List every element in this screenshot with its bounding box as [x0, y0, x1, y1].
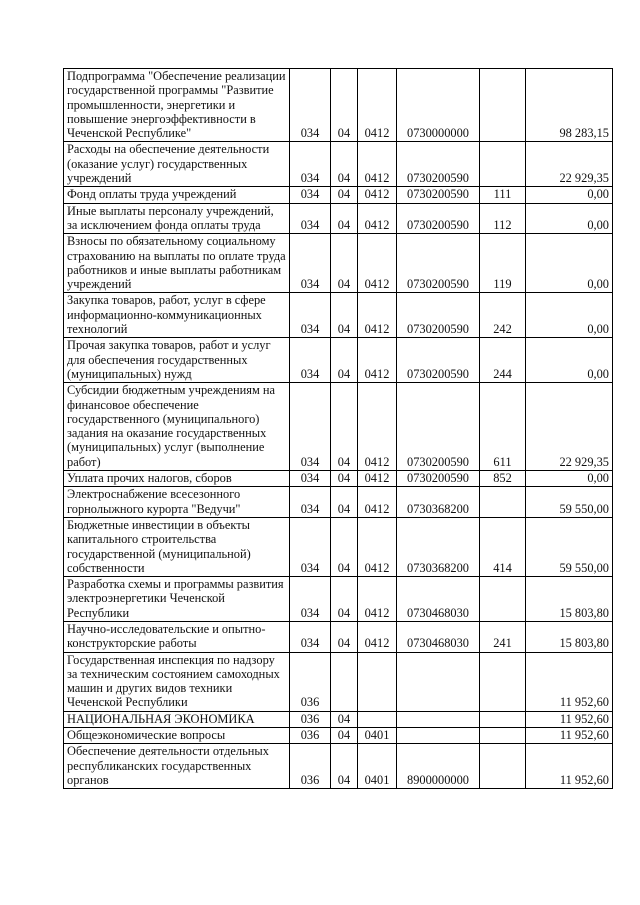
row-admin-code-cell: 034 [290, 234, 331, 293]
row-name-cell: Взносы по обязательному социальному страхованию на выплаты по оплате труда работников и иные выплаты работникам учреждений [64, 234, 290, 293]
row-name-cell: Научно-исследовательские и опытно-конструкторские работы [64, 621, 290, 652]
row-admin-code-cell: 034 [290, 69, 331, 142]
row-admin-code-cell: 034 [290, 203, 331, 234]
row-name-cell: Фонд оплаты труда учреждений [64, 187, 290, 203]
row-subsection-cell: 0412 [358, 234, 397, 293]
row-name-cell: Иные выплаты персоналу учреждений, за исключением фонда оплаты труда [64, 203, 290, 234]
budget-table [63, 68, 613, 789]
row-admin-code-cell: 034 [290, 293, 331, 338]
row-amount-cell: 0,00 [526, 471, 613, 487]
row-admin-code-cell: 034 [290, 577, 331, 622]
row-section-cell: 04 [331, 621, 358, 652]
row-target-article-cell: 0730200590 [397, 338, 480, 383]
row-amount-cell: 22 929,35 [526, 142, 613, 187]
row-amount-cell: 11 952,60 [526, 744, 613, 789]
row-expense-type-cell: 119 [480, 234, 526, 293]
row-target-article-cell: 0730200590 [397, 293, 480, 338]
row-section-cell: 04 [331, 142, 358, 187]
table-row [64, 293, 613, 338]
row-expense-type-cell: 242 [480, 293, 526, 338]
row-target-article-cell [397, 711, 480, 727]
row-expense-type-cell [480, 711, 526, 727]
table-row [64, 142, 613, 187]
row-section-cell: 04 [331, 471, 358, 487]
row-subsection-cell: 0412 [358, 203, 397, 234]
row-target-article-cell [397, 728, 480, 744]
row-expense-type-cell [480, 652, 526, 711]
row-amount-cell: 11 952,60 [526, 711, 613, 727]
row-expense-type-cell: 852 [480, 471, 526, 487]
row-admin-code-cell: 034 [290, 187, 331, 203]
row-name-cell: Обеспечение деятельности отдельных республиканских государственных органов [64, 744, 290, 789]
table-row [64, 517, 613, 576]
row-expense-type-cell [480, 728, 526, 744]
row-section-cell: 04 [331, 338, 358, 383]
row-expense-type-cell [480, 487, 526, 518]
table-row [64, 487, 613, 518]
row-section-cell: 04 [331, 728, 358, 744]
table-row [64, 383, 613, 471]
row-subsection-cell [358, 652, 397, 711]
row-subsection-cell: 0412 [358, 293, 397, 338]
table-row [64, 711, 613, 727]
row-expense-type-cell [480, 69, 526, 142]
row-subsection-cell: 0412 [358, 471, 397, 487]
row-name-cell: Подпрограмма "Обеспечение реализации государственной программы "Развитие промышленности, энергетики и повышение энергоэффективности в Чеченской Республике" [64, 69, 290, 142]
row-subsection-cell [358, 711, 397, 727]
row-amount-cell: 98 283,15 [526, 69, 613, 142]
row-admin-code-cell: 036 [290, 711, 331, 727]
row-name-cell: Электроснабжение всесезонного горнолыжного курорта "Ведучи" [64, 487, 290, 518]
row-target-article-cell: 0730200590 [397, 471, 480, 487]
row-admin-code-cell: 034 [290, 338, 331, 383]
row-expense-type-cell: 111 [480, 187, 526, 203]
row-amount-cell: 0,00 [526, 203, 613, 234]
row-expense-type-cell [480, 577, 526, 622]
row-subsection-cell: 0412 [358, 577, 397, 622]
row-target-article-cell: 0730200590 [397, 234, 480, 293]
row-amount-cell: 0,00 [526, 187, 613, 203]
table-row [64, 234, 613, 293]
row-admin-code-cell: 034 [290, 383, 331, 471]
row-admin-code-cell: 036 [290, 652, 331, 711]
row-name-cell: Субсидии бюджетным учреждениям на финансовое обеспечение государственного (муниципального) задания на оказание государственных (муниципальных) услуг (выполнение работ) [64, 383, 290, 471]
row-amount-cell: 11 952,60 [526, 652, 613, 711]
row-name-cell: Уплата прочих налогов, сборов [64, 471, 290, 487]
row-section-cell: 04 [331, 744, 358, 789]
row-name-cell: НАЦИОНАЛЬНАЯ ЭКОНОМИКА [64, 711, 290, 727]
table-row [64, 652, 613, 711]
row-amount-cell: 22 929,35 [526, 383, 613, 471]
row-target-article-cell: 0730200590 [397, 142, 480, 187]
row-section-cell: 04 [331, 517, 358, 576]
row-name-cell: Разработка схемы и программы развития электроэнергетики Чеченской Республики [64, 577, 290, 622]
row-subsection-cell: 0412 [358, 142, 397, 187]
table-row [64, 187, 613, 203]
row-subsection-cell: 0401 [358, 728, 397, 744]
row-amount-cell: 59 550,00 [526, 487, 613, 518]
row-amount-cell: 0,00 [526, 338, 613, 383]
table-row [64, 744, 613, 789]
row-name-cell: Бюджетные инвестиции в объекты капитального строительства государственной (муниципальной) собственности [64, 517, 290, 576]
row-admin-code-cell: 036 [290, 728, 331, 744]
row-amount-cell: 59 550,00 [526, 517, 613, 576]
row-subsection-cell: 0412 [358, 69, 397, 142]
row-target-article-cell: 0730200590 [397, 383, 480, 471]
row-expense-type-cell: 414 [480, 517, 526, 576]
row-subsection-cell: 0412 [358, 517, 397, 576]
row-admin-code-cell: 034 [290, 142, 331, 187]
row-amount-cell: 15 803,80 [526, 621, 613, 652]
row-section-cell: 04 [331, 234, 358, 293]
table-row [64, 577, 613, 622]
row-target-article-cell: 0730468030 [397, 577, 480, 622]
row-section-cell [331, 652, 358, 711]
row-section-cell: 04 [331, 203, 358, 234]
row-expense-type-cell [480, 744, 526, 789]
row-admin-code-cell: 036 [290, 744, 331, 789]
row-section-cell: 04 [331, 577, 358, 622]
row-admin-code-cell: 034 [290, 517, 331, 576]
row-target-article-cell: 0730368200 [397, 517, 480, 576]
row-target-article-cell: 0730000000 [397, 69, 480, 142]
row-section-cell: 04 [331, 711, 358, 727]
row-name-cell: Государственная инспекция по надзору за техническим состоянием самоходных машин и других видов техники Чеченской Республики [64, 652, 290, 711]
row-subsection-cell: 0401 [358, 744, 397, 789]
table-row [64, 338, 613, 383]
row-name-cell: Расходы на обеспечение деятельности (оказание услуг) государственных учреждений [64, 142, 290, 187]
row-target-article-cell: 0730368200 [397, 487, 480, 518]
row-subsection-cell: 0412 [358, 187, 397, 203]
row-name-cell: Прочая закупка товаров, работ и услуг для обеспечения государственных (муниципальных) нужд [64, 338, 290, 383]
row-name-cell: Закупка товаров, работ, услуг в сфере информационно-коммуникационных технологий [64, 293, 290, 338]
row-section-cell: 04 [331, 383, 358, 471]
row-expense-type-cell: 244 [480, 338, 526, 383]
table-row [64, 471, 613, 487]
row-section-cell: 04 [331, 293, 358, 338]
row-amount-cell: 0,00 [526, 293, 613, 338]
row-amount-cell: 0,00 [526, 234, 613, 293]
row-target-article-cell: 0730200590 [397, 203, 480, 234]
row-target-article-cell [397, 652, 480, 711]
row-expense-type-cell: 241 [480, 621, 526, 652]
table-row [64, 621, 613, 652]
row-section-cell: 04 [331, 69, 358, 142]
row-subsection-cell: 0412 [358, 383, 397, 471]
row-expense-type-cell [480, 142, 526, 187]
row-admin-code-cell: 034 [290, 471, 331, 487]
row-subsection-cell: 0412 [358, 487, 397, 518]
row-admin-code-cell: 034 [290, 487, 331, 518]
row-section-cell: 04 [331, 487, 358, 518]
row-expense-type-cell: 112 [480, 203, 526, 234]
row-subsection-cell: 0412 [358, 338, 397, 383]
budget-table-body [64, 69, 613, 789]
table-row [64, 728, 613, 744]
row-section-cell: 04 [331, 187, 358, 203]
row-subsection-cell: 0412 [358, 621, 397, 652]
row-target-article-cell: 0730200590 [397, 187, 480, 203]
row-target-article-cell: 8900000000 [397, 744, 480, 789]
table-row [64, 69, 613, 142]
row-amount-cell: 11 952,60 [526, 728, 613, 744]
row-target-article-cell: 0730468030 [397, 621, 480, 652]
row-admin-code-cell: 034 [290, 621, 331, 652]
row-name-cell: Общеэкономические вопросы [64, 728, 290, 744]
row-expense-type-cell: 611 [480, 383, 526, 471]
table-row [64, 203, 613, 234]
row-amount-cell: 15 803,80 [526, 577, 613, 622]
